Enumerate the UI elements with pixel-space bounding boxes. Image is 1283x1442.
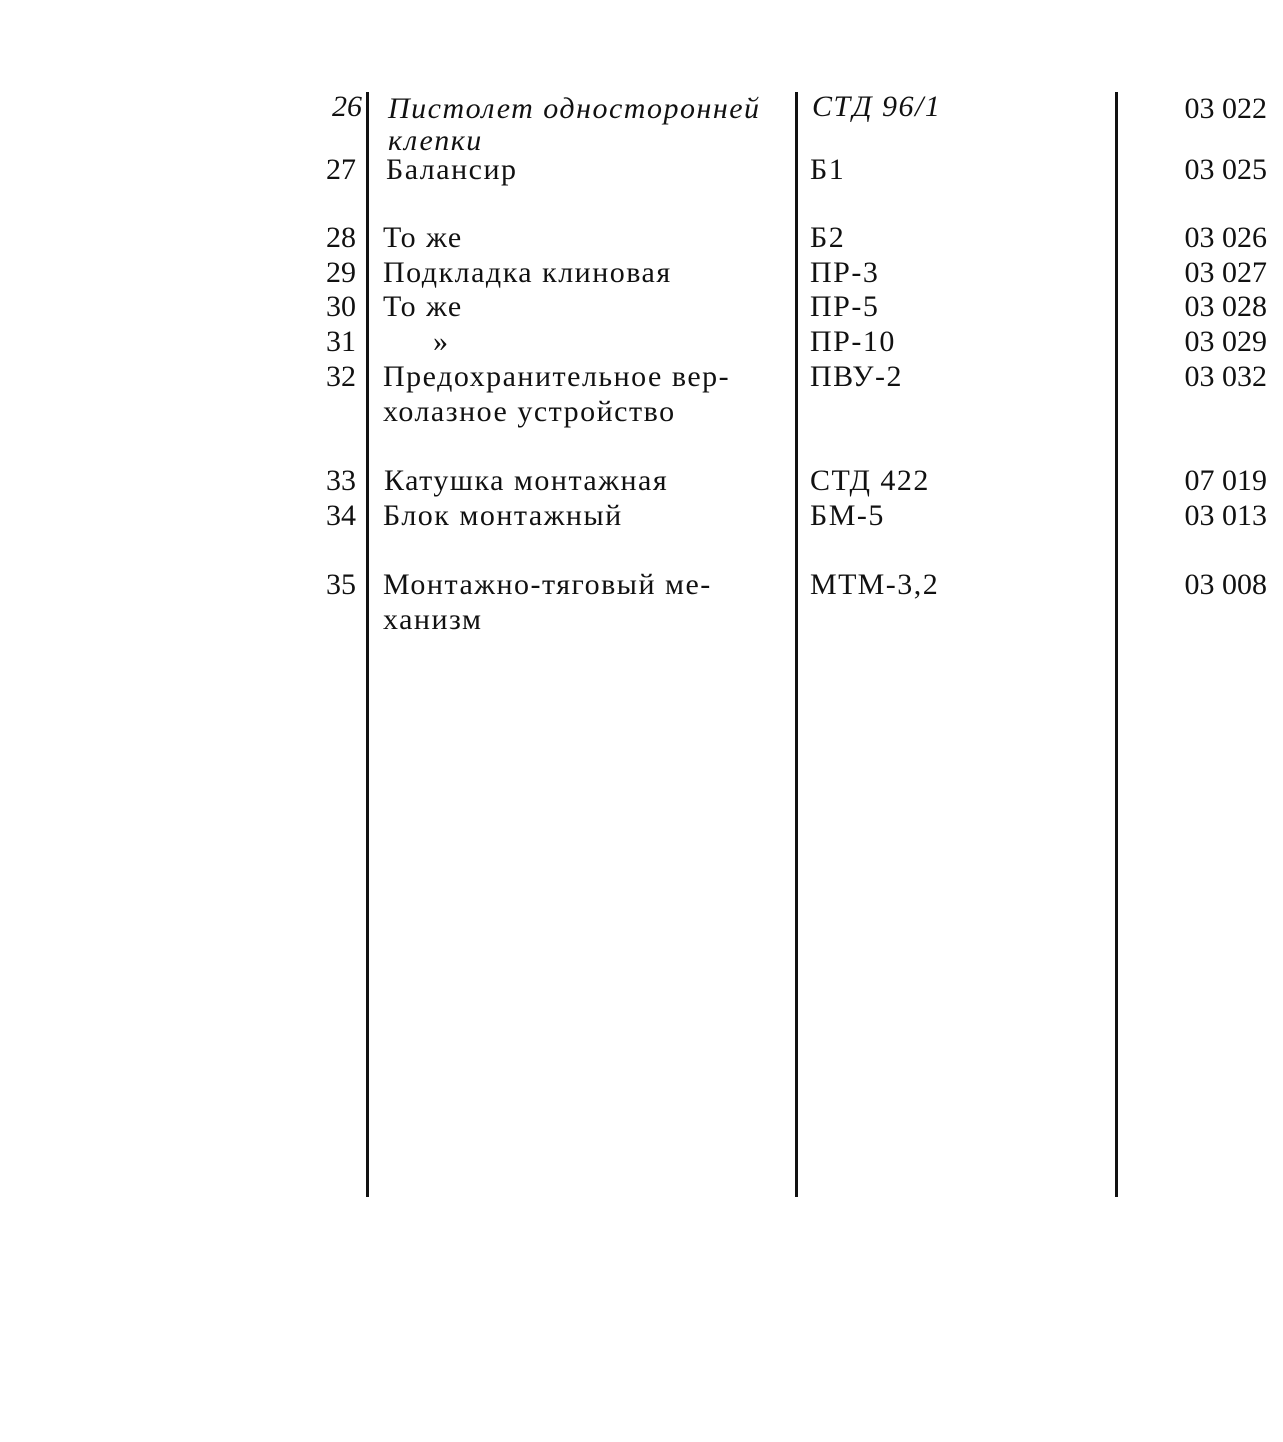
row-code: 03 029 <box>1184 325 1267 358</box>
row-code: 03 028 <box>1184 290 1267 323</box>
row-name: Монтажно-тяговый ме- <box>383 568 712 601</box>
row-number: 31 <box>326 325 356 358</box>
row-type: ПР-5 <box>810 290 880 323</box>
row-number: 33 <box>326 464 356 497</box>
column-rule-3 <box>1115 92 1118 1197</box>
row-number: 26 <box>332 90 362 123</box>
row-type: БМ-5 <box>810 499 885 532</box>
row-number: 29 <box>326 256 356 289</box>
row-type: ПР-10 <box>810 325 896 358</box>
row-code: 03 026 <box>1184 221 1267 254</box>
row-name: Подкладка клиновая <box>383 256 672 289</box>
row-name: Пистолет односторонней <box>388 92 761 125</box>
row-number: 34 <box>326 499 356 532</box>
row-code: 03 013 <box>1184 499 1267 532</box>
row-name: » <box>433 325 450 358</box>
row-type: Б2 <box>810 221 846 254</box>
row-name: То же <box>383 290 463 323</box>
row-code: 03 027 <box>1184 256 1267 289</box>
row-code: 03 022 <box>1184 92 1267 125</box>
row-type: ПВУ-2 <box>810 360 903 393</box>
row-name: То же <box>383 221 463 254</box>
row-type: ПР-3 <box>810 256 880 289</box>
row-name-line-2: ханизм <box>383 603 483 636</box>
row-name-line-2: клепки <box>388 124 483 157</box>
row-code: 03 032 <box>1184 360 1267 393</box>
row-code: 03 025 <box>1184 153 1267 186</box>
row-number: 28 <box>326 221 356 254</box>
column-rule-2 <box>795 92 798 1197</box>
row-code: 03 008 <box>1184 568 1267 601</box>
row-code: 07 019 <box>1184 464 1267 497</box>
row-number: 30 <box>326 290 356 323</box>
column-rule-1 <box>366 92 369 1197</box>
row-number: 32 <box>326 360 356 393</box>
row-name: Катушка монтажная <box>384 464 669 497</box>
row-number: 27 <box>326 153 356 186</box>
row-number: 35 <box>326 568 356 601</box>
row-type: СТД 422 <box>810 464 930 497</box>
row-type: Б1 <box>810 153 846 186</box>
row-name: Блок монтажный <box>383 499 623 532</box>
row-type: СТД 96/1 <box>812 90 942 123</box>
row-name: Предохранительное вер- <box>383 360 731 393</box>
row-name: Балансир <box>386 153 518 186</box>
row-type: МТМ-3,2 <box>810 568 940 601</box>
row-name-line-2: холазное устройство <box>383 395 676 428</box>
